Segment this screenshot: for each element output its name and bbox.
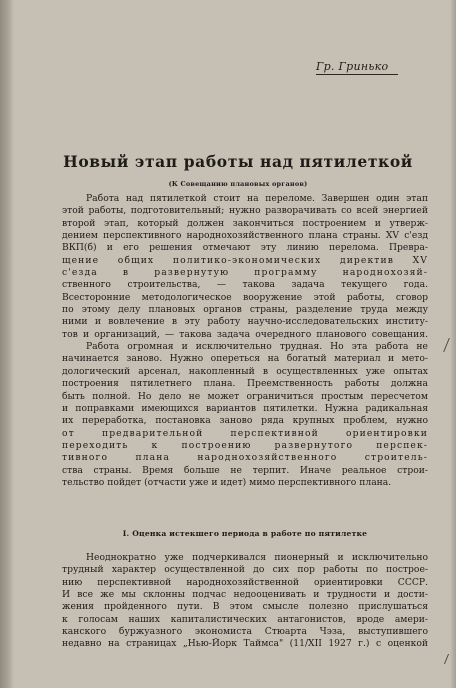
text-line: Работа над пятилеткой стоит на переломе. Завершен один этап [86,193,428,204]
article-body [62,193,428,489]
author-name: Гр. Гринько [316,60,398,75]
text-line: щение общих политико-экономических директив XV [62,254,428,266]
text-line: трудный характер осуществленной до сих пор работы по построе- [62,564,428,576]
margin-pencil-mark [438,654,449,664]
text-line: второй этап, который должен закончиться построением и утверж- [62,217,428,229]
article-title: Новый этап работы над пятилеткой [63,152,413,171]
text-line: тельство пойдет (отчасти уже и идет) мимо перспективного плана. [62,476,392,488]
text-line: по этому делу плановых органов страны, разделение труда между [62,304,428,316]
margin-pencil-mark [435,338,450,352]
text-line: Всесторонние методологическое вооружение этой работы, сговор [62,291,428,303]
text-line: переходить к построению развернутого перспек- [62,439,428,451]
text-line: и поправками имеющихся вариантов пятилетки. Нужна радикальная [62,402,428,414]
text-line: этой работы, подготовительный; нужно разворачивать со всей энергией [62,205,428,217]
text-line: канского буржуазного экономиста Стюарта Чэза, выступившего [62,626,428,638]
section-heading: I. Оценка истекшего периода в работе по пятилетке [122,529,368,538]
text-line: построения пятилетнего плана. Преемственность работы должна [62,378,428,390]
text-line: от предварительной перспективной ориентировки [62,427,428,439]
text-line: с'езда в развернутую программу народнохозяй- [62,267,428,279]
text-line: Работа огромная и исключительно трудная. Но эта работа не [86,341,428,353]
text-line: начинается заново. Нужно опереться на богатый материал и мето- [62,353,428,365]
text-line: их переработка, постановка заново ряда крупных проблем, нужно [62,415,428,427]
text-line: нию перспективной народнохозяйственной ориентировки СССР. [62,576,428,588]
page-spine-shadow [0,0,14,688]
text-line: тов и организаций, — такова задача очередного планового совещания. [62,328,428,340]
page-edge-shadow [450,0,456,688]
article-subtitle: (К Совещанию плановых органов) [168,180,308,188]
text-line: дологический арсенал, накопленный в осуществленных уже опытах [62,365,428,377]
text-line: ства страны. Время больше не терпит. Иначе реальное строи- [62,464,428,476]
text-line: Неоднократно уже подчеркивался пионерный и исключительно [86,552,428,563]
text-line: ними и вовлечение в эту работу научно-исследовательских институ- [62,316,428,328]
text-line: тивного плана народнохозяйственного строитель- [62,452,428,464]
text-line: И все же мы склонны подчас недооценивать и трудности и дости- [62,589,428,601]
text-line: к голосам наших капиталистических антагонистов, вроде амери- [62,613,428,625]
section-body [62,552,428,651]
text-line: ственного строительства, — такова задача текущего года. [62,279,428,291]
text-line: быть полной. Но дело не может ограничиться простым пересчетом [62,390,428,402]
text-line: дением перспективного народнохозяйственного плана страны. XV с'езд [62,230,428,242]
text-line: жения пройденного пути. В этом смысле полезно прислушаться [62,601,428,613]
text-line: недавно на страницах „Нью-Йорк Таймса" (11/XII 1927 г.) с оценкой [62,638,428,650]
text-line: ВКП(б) и его решения отмечают эту линию перелома. Превра- [62,242,428,254]
